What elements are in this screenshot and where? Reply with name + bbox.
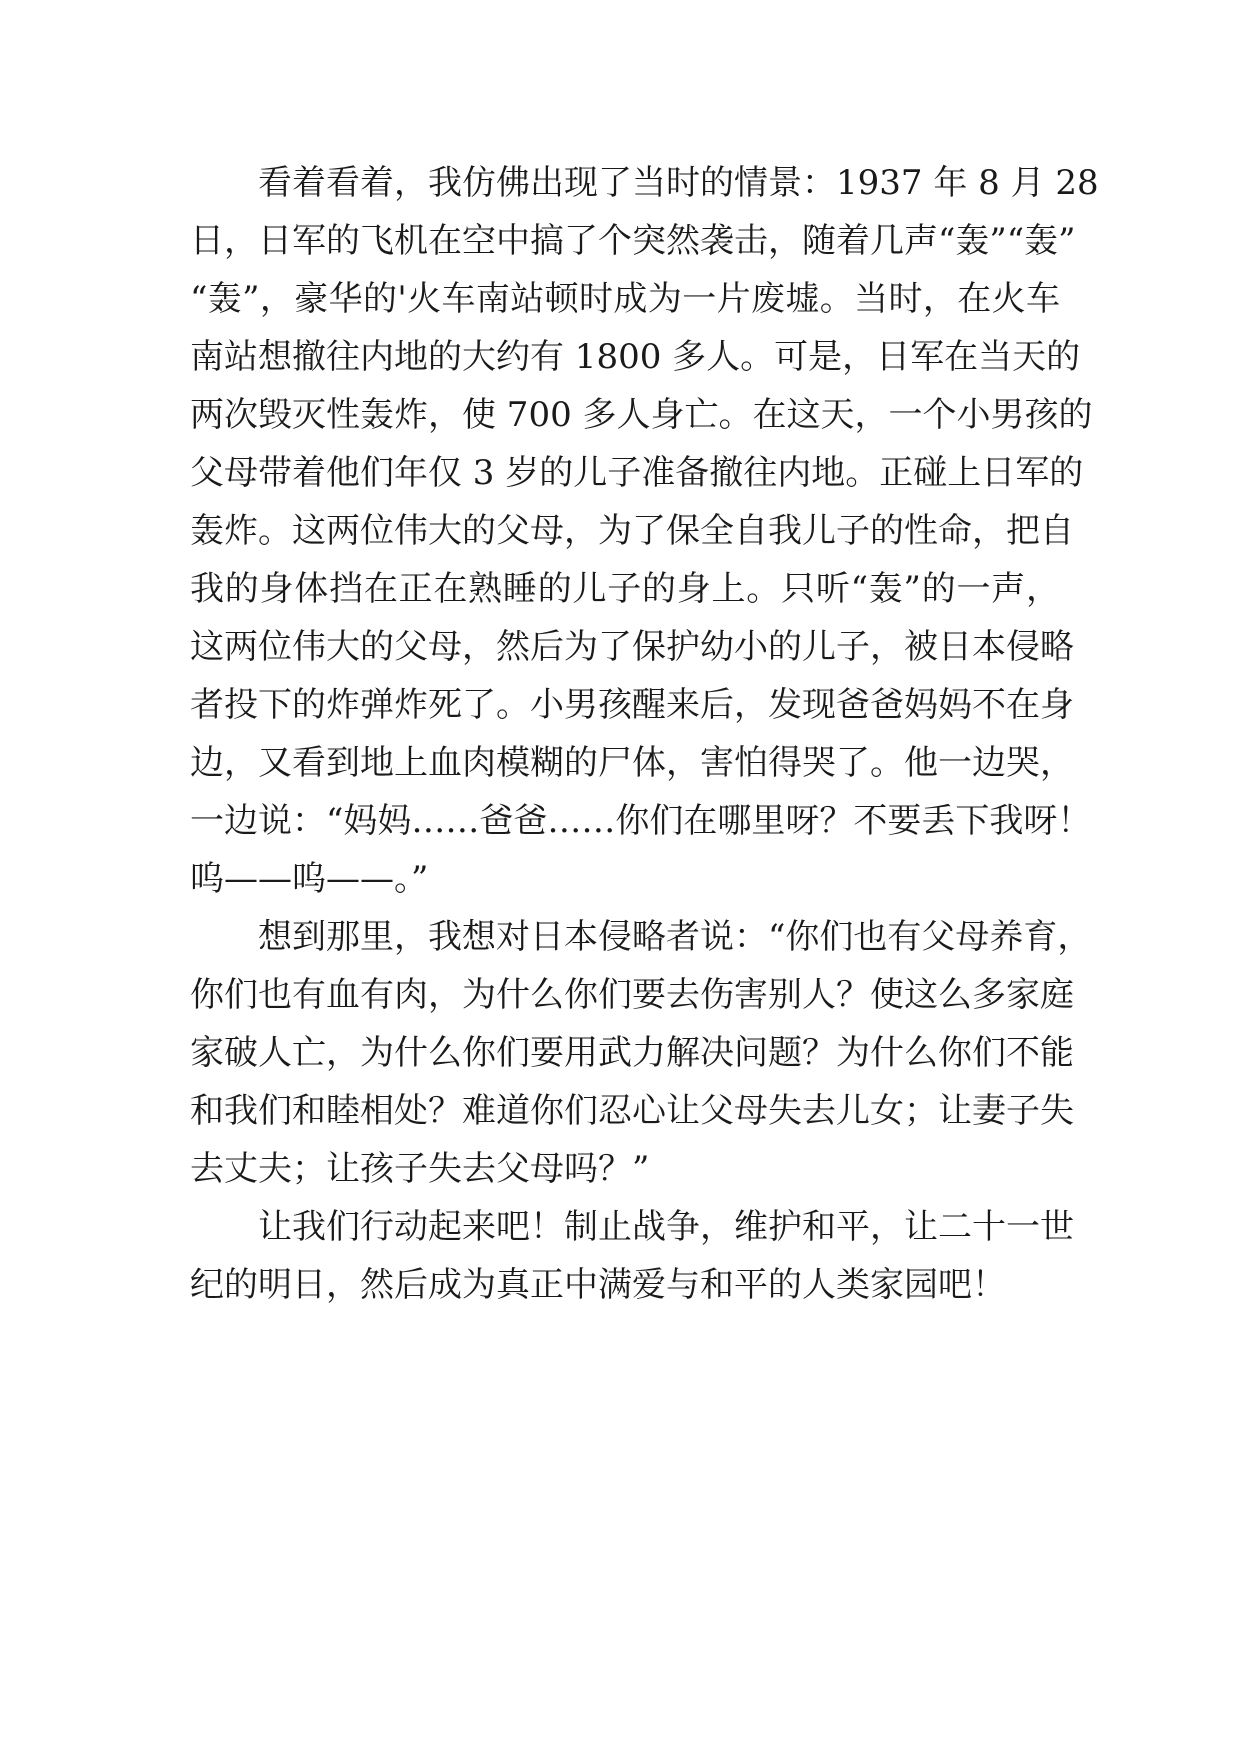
- text-line: 我的身体挡在正在熟睡的儿子的身上。只听“轰”的一声，: [190, 569, 1060, 609]
- text-line: 这两位伟大的父母，然后为了保护幼小的儿子，被日本侵略: [190, 627, 1074, 667]
- text-line: 和我们和睦相处？难道你们忍心让父母失去儿女；让妻子失: [190, 1091, 1074, 1131]
- text-line: 南站想撤往内地的大约有 1800 多人。可是，日军在当天的: [190, 337, 1081, 377]
- text-line: 轰炸。这两位伟大的父母，为了保全自我儿子的性命，把自: [190, 511, 1074, 551]
- text-line: 纪的明日，然后成为真正中满爱与和平的人类家园吧！: [190, 1265, 1006, 1305]
- text-line: 父母带着他们年仅 3 岁的儿子准备撤往内地。正碰上日军的: [190, 453, 1084, 493]
- paragraph-2: [190, 908, 1092, 1198]
- text-line: 想到那里，我想对日本侵略者说：“你们也有父母养育，: [258, 917, 1092, 957]
- text-line: 一边说：“妈妈……爸爸……你们在哪里呀？不要丢下我呀！: [190, 801, 1092, 841]
- text-line: 两次毁灭性轰炸，使 700 多人身亡。在这天，一个小男孩的: [190, 395, 1093, 435]
- paragraph-1: [190, 154, 1099, 908]
- text-line: 你们也有血有肉，为什么你们要去伤害别人？使这么多家庭: [190, 975, 1074, 1015]
- text-line: 去丈夫；让孩子失去父母吗？”: [190, 1149, 650, 1189]
- text-line: 边，又看到地上血肉模糊的尸体，害怕得哭了。他一边哭，: [190, 743, 1074, 783]
- text-line: 让我们行动起来吧！制止战争，维护和平，让二十一世: [258, 1207, 1074, 1247]
- text-line: “轰”，豪华的'火车南站顿时成为一片废墟。当时，在火车: [190, 279, 1060, 319]
- document-body: [190, 154, 1099, 1314]
- text-line: 者投下的炸弹炸死了。小男孩醒来后，发现爸爸妈妈不在身: [190, 685, 1074, 725]
- text-line: 家破人亡，为什么你们要用武力解决问题？为什么你们不能: [190, 1033, 1074, 1073]
- paragraph-3: [190, 1198, 1074, 1314]
- text-line: 看着看着，我仿佛出现了当时的情景：1937 年 8 月 28: [258, 163, 1099, 203]
- text-line: 日，日军的飞机在空中搞了个突然袭击，随着几声“轰”“轰”: [190, 221, 1076, 261]
- text-line: 呜——呜——。”: [190, 859, 429, 899]
